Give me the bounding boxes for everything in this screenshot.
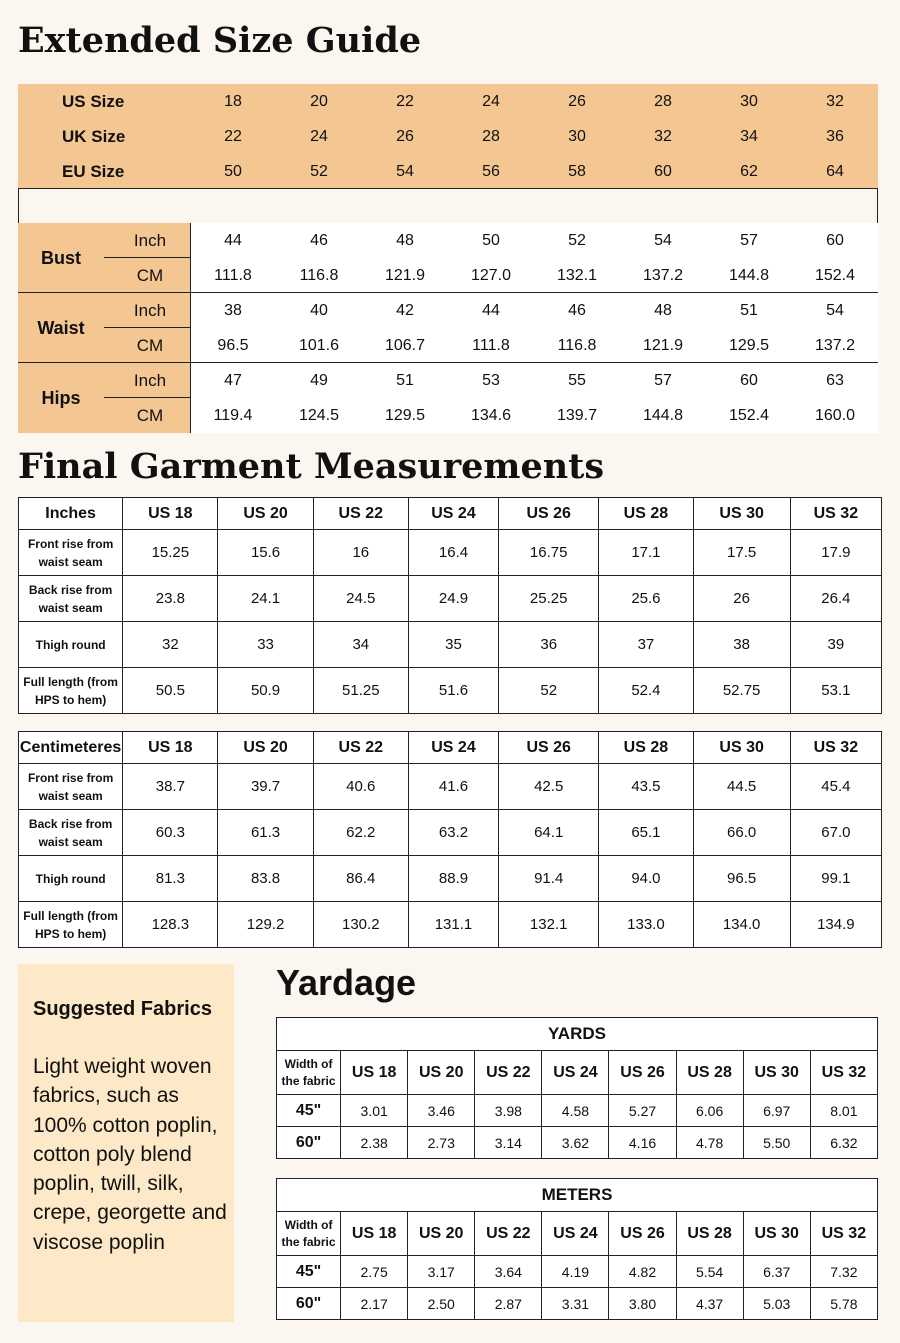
table-cell: 4.82 — [609, 1256, 676, 1288]
table-row — [19, 622, 882, 668]
size-cell: 36 — [826, 128, 844, 145]
table-cell: 38 — [693, 622, 790, 668]
garment-cm-table — [18, 731, 882, 948]
measurement-cell: 60 — [740, 372, 758, 389]
table-cell: 134.0 — [693, 902, 790, 948]
table-cell: 2.87 — [475, 1288, 542, 1320]
unit-divider — [104, 327, 190, 328]
table-cell: 60.3 — [123, 810, 218, 856]
measurement-cell: 116.8 — [557, 337, 597, 354]
size-cell: 24 — [310, 128, 328, 145]
table-row — [277, 1095, 878, 1127]
table-row — [19, 668, 882, 714]
table-cell: 3.31 — [542, 1288, 609, 1320]
column-header: US 28 — [676, 1212, 743, 1256]
table-cell: 4.58 — [542, 1095, 609, 1127]
column-header: US 22 — [475, 1051, 542, 1095]
suggested-fabrics-panel — [18, 964, 234, 1322]
table-cell: 39 — [790, 622, 881, 668]
column-header: US 32 — [810, 1051, 877, 1095]
table-header-row — [19, 498, 882, 530]
table-cell: 2.38 — [341, 1127, 408, 1159]
table-cell: 53.1 — [790, 668, 881, 714]
column-header: US 18 — [341, 1051, 408, 1095]
table-cell: 3.98 — [475, 1095, 542, 1127]
table-row — [19, 530, 882, 576]
column-header: Width of the fabric — [277, 1051, 341, 1095]
size-cell: 62 — [740, 163, 758, 180]
table-cell: 26 — [693, 576, 790, 622]
size-cell: 32 — [654, 128, 672, 145]
group-divider — [18, 362, 878, 363]
column-header: US 30 — [693, 498, 790, 530]
size-conversion-block — [18, 84, 878, 188]
row-label: Thigh round — [19, 856, 123, 902]
column-header: US 30 — [743, 1212, 810, 1256]
group-divider — [18, 292, 878, 293]
size-cell: 26 — [568, 93, 586, 110]
table-cell: 50.9 — [218, 668, 313, 714]
table-cell: 43.5 — [599, 764, 693, 810]
row-label: 45" — [277, 1256, 341, 1288]
table-cell: 26.4 — [790, 576, 881, 622]
measurement-cell: 116.8 — [299, 267, 339, 284]
measurement-cell: 47 — [224, 372, 242, 389]
column-header: US 24 — [408, 498, 498, 530]
fabrics-text: Light weight woven fabrics, such as 100% cotton poplin, cotton poly blend poplin, twill, silk, crepe, georgette and viscose poplin — [33, 1055, 227, 1254]
table-cell: 88.9 — [408, 856, 498, 902]
body-measurements-block — [18, 223, 878, 433]
table-cell: 25.25 — [499, 576, 599, 622]
table-cell: 6.06 — [676, 1095, 743, 1127]
table-cell: 3.62 — [542, 1127, 609, 1159]
table-cell: 8.01 — [810, 1095, 877, 1127]
column-header: Width of the fabric — [277, 1212, 341, 1256]
column-header: US 28 — [599, 498, 693, 530]
column-header: US 18 — [123, 498, 218, 530]
table-cell: 130.2 — [313, 902, 408, 948]
measurement-divider — [190, 223, 191, 433]
garment-title: Final Garment Measurements — [18, 446, 605, 487]
column-header: US 18 — [341, 1212, 408, 1256]
table-cell: 134.9 — [790, 902, 881, 948]
column-header: US 20 — [408, 1212, 475, 1256]
column-header: US 26 — [609, 1212, 676, 1256]
table-cell: 52.75 — [693, 668, 790, 714]
table-row — [277, 1288, 878, 1320]
table-cell: 34 — [313, 622, 408, 668]
table-cell: 51.25 — [313, 668, 408, 714]
size-cell: 28 — [654, 93, 672, 110]
column-header: US 32 — [790, 732, 881, 764]
table-cell: 2.75 — [341, 1256, 408, 1288]
measurement-cell: 129.5 — [728, 337, 770, 354]
row-label: Back rise from waist seam — [19, 810, 123, 856]
column-header: US 32 — [810, 1212, 877, 1256]
measurement-cell: 44 — [482, 302, 500, 319]
table-cell: 7.32 — [810, 1256, 877, 1288]
measurement-cell: 152.4 — [728, 407, 770, 424]
table-row — [19, 576, 882, 622]
measurement-cell: 49 — [310, 372, 328, 389]
size-row — [18, 84, 878, 119]
size-cell: 64 — [826, 163, 844, 180]
table-cell: 42.5 — [499, 764, 599, 810]
measurement-group-name: Hips — [41, 388, 81, 408]
table-cell: 3.80 — [609, 1288, 676, 1320]
measurement-cell: 60 — [826, 232, 844, 249]
table-cell: 25.6 — [599, 576, 693, 622]
table-row — [19, 902, 882, 948]
measurement-cell: 46 — [310, 232, 328, 249]
column-header: US 22 — [475, 1212, 542, 1256]
table-cell: 44.5 — [693, 764, 790, 810]
column-header: US 26 — [499, 498, 599, 530]
table-cell: 65.1 — [599, 810, 693, 856]
size-cell: 54 — [396, 163, 414, 180]
table-cell: 39.7 — [218, 764, 313, 810]
table-cell: 81.3 — [123, 856, 218, 902]
measurement-cell: 54 — [826, 302, 844, 319]
size-cell: 30 — [568, 128, 586, 145]
table-cell: 66.0 — [693, 810, 790, 856]
row-label: Back rise from waist seam — [19, 576, 123, 622]
table-cell: 86.4 — [313, 856, 408, 902]
measurement-cell: 121.9 — [384, 267, 426, 284]
column-header: US 24 — [542, 1051, 609, 1095]
table-row — [277, 1256, 878, 1288]
column-header: US 26 — [499, 732, 599, 764]
table-cell: 6.37 — [743, 1256, 810, 1288]
table-cell: 15.25 — [123, 530, 218, 576]
table-cell: 3.17 — [408, 1256, 475, 1288]
table-row — [277, 1127, 878, 1159]
measurement-group-name: Bust — [41, 248, 81, 268]
column-header: US 30 — [693, 732, 790, 764]
table-cell: 17.5 — [693, 530, 790, 576]
table-cell: 4.37 — [676, 1288, 743, 1320]
table-cell: 61.3 — [218, 810, 313, 856]
table-cell: 35 — [408, 622, 498, 668]
measurement-cell: 42 — [396, 302, 414, 319]
fabrics-heading: Suggested Fabrics — [33, 998, 212, 1020]
table-cell: 3.14 — [475, 1127, 542, 1159]
measurement-cell: 40 — [310, 302, 328, 319]
measurement-cell: 124.5 — [298, 407, 340, 424]
measurement-cell: 111.8 — [472, 337, 510, 354]
column-header: US 32 — [790, 498, 881, 530]
table-cell: 5.03 — [743, 1288, 810, 1320]
garment-inches-table — [18, 497, 882, 714]
table-cell: 83.8 — [218, 856, 313, 902]
measurement-cell: 127.0 — [470, 267, 512, 284]
row-label: Front rise from waist seam — [19, 530, 123, 576]
size-cell: 18 — [224, 93, 242, 110]
table-cell: 94.0 — [599, 856, 693, 902]
table-cell: 99.1 — [790, 856, 881, 902]
column-header: US 30 — [743, 1051, 810, 1095]
table-cell: 5.54 — [676, 1256, 743, 1288]
size-row-label: UK Size — [62, 127, 126, 146]
table-cell: 16 — [313, 530, 408, 576]
column-header: US 24 — [408, 732, 498, 764]
measurement-cell: 137.2 — [814, 337, 856, 354]
measurement-cell: 106.7 — [384, 337, 426, 354]
table-cell: 67.0 — [790, 810, 881, 856]
table-cell: 2.17 — [341, 1288, 408, 1320]
measurement-cell: 46 — [568, 302, 586, 319]
table-cell: 6.97 — [743, 1095, 810, 1127]
unit-label: Inch — [133, 301, 167, 320]
measurement-cell: 50 — [482, 232, 500, 249]
yardage-meters-table — [276, 1178, 878, 1320]
measurement-cell: 48 — [654, 302, 672, 319]
measurement-cell: 63 — [826, 372, 844, 389]
size-guide-title: Extended Size Guide — [18, 20, 422, 61]
measurement-cell: 44 — [224, 232, 242, 249]
size-cell: 50 — [224, 163, 242, 180]
unit-label: Inch — [133, 231, 167, 250]
table-cell: 24.5 — [313, 576, 408, 622]
unit-divider — [104, 397, 190, 398]
size-cell: 32 — [826, 93, 844, 110]
table-cell: 62.2 — [313, 810, 408, 856]
table-cell: 64.1 — [499, 810, 599, 856]
table-caption: METERS — [277, 1179, 878, 1212]
table-row — [19, 764, 882, 810]
table-cell: 38.7 — [123, 764, 218, 810]
unit-divider — [104, 257, 190, 258]
unit-label: CM — [136, 336, 164, 355]
measurement-cell: 132.1 — [556, 267, 598, 284]
table-cell: 40.6 — [313, 764, 408, 810]
table-cell: 3.64 — [475, 1256, 542, 1288]
table-cell: 5.50 — [743, 1127, 810, 1159]
measurement-cell: 51 — [396, 372, 414, 389]
table-cell: 4.19 — [542, 1256, 609, 1288]
size-cell: 30 — [740, 93, 758, 110]
measurement-cell: 101.6 — [298, 337, 340, 354]
size-guide-spacer — [18, 188, 878, 224]
size-row — [18, 119, 878, 154]
table-cell: 52.4 — [599, 668, 693, 714]
size-cell: 22 — [396, 93, 414, 110]
table-header-row — [277, 1212, 878, 1256]
table-cell: 45.4 — [790, 764, 881, 810]
row-label: 60" — [277, 1288, 341, 1320]
table-cell: 128.3 — [123, 902, 218, 948]
measurement-cell: 52 — [568, 232, 586, 249]
table-cell: 2.73 — [408, 1127, 475, 1159]
measurement-cell: 51 — [740, 302, 758, 319]
table-header-row — [277, 1051, 878, 1095]
unit-label: Inch — [133, 371, 167, 390]
measurement-cell: 96.5 — [217, 337, 249, 354]
size-cell: 56 — [482, 163, 500, 180]
size-cell: 58 — [568, 163, 586, 180]
table-cell: 133.0 — [599, 902, 693, 948]
measurement-cell: 137.2 — [642, 267, 684, 284]
table-cell: 52 — [499, 668, 599, 714]
column-header: US 20 — [408, 1051, 475, 1095]
table-cell: 33 — [218, 622, 313, 668]
column-header: US 20 — [218, 732, 313, 764]
unit-label: CM — [136, 266, 164, 285]
table-cell: 24.9 — [408, 576, 498, 622]
measurement-cell: 144.8 — [728, 267, 770, 284]
table-cell: 129.2 — [218, 902, 313, 948]
table-caption: YARDS — [277, 1018, 878, 1051]
size-cell: 20 — [310, 93, 328, 110]
row-label: 60" — [277, 1127, 341, 1159]
table-cell: 32 — [123, 622, 218, 668]
table-cell: 4.78 — [676, 1127, 743, 1159]
table-cell: 5.78 — [810, 1288, 877, 1320]
size-row-label: US Size — [62, 92, 125, 111]
row-label: Thigh round — [19, 622, 123, 668]
measurement-cell: 54 — [654, 232, 672, 249]
row-label: 45" — [277, 1095, 341, 1127]
column-header: US 22 — [313, 498, 408, 530]
measurement-cell: 57 — [654, 372, 672, 389]
table-row — [19, 856, 882, 902]
size-cell: 26 — [396, 128, 414, 145]
table-caption-row — [277, 1179, 878, 1212]
table-cell: 51.6 — [408, 668, 498, 714]
table-cell: 16.4 — [408, 530, 498, 576]
size-row-label: EU Size — [62, 162, 125, 181]
measurement-cell: 111.8 — [214, 267, 252, 284]
table-cell: 6.32 — [810, 1127, 877, 1159]
table-cell: 5.27 — [609, 1095, 676, 1127]
measurement-cell: 129.5 — [384, 407, 426, 424]
size-cell: 52 — [310, 163, 328, 180]
table-cell: 50.5 — [123, 668, 218, 714]
table-cell: 17.1 — [599, 530, 693, 576]
table-cell: 17.9 — [790, 530, 881, 576]
measurement-cell: 160.0 — [814, 407, 856, 424]
yardage-title: Yardage — [276, 962, 417, 1003]
row-label: Full length (from HPS to hem) — [19, 902, 123, 948]
size-cell: 24 — [482, 93, 500, 110]
measurement-cell: 152.4 — [814, 267, 856, 284]
measurement-cell: 48 — [396, 232, 414, 249]
table-cell: 41.6 — [408, 764, 498, 810]
table-cell: 16.75 — [499, 530, 599, 576]
size-cell: 60 — [654, 163, 672, 180]
measurement-cell: 38 — [224, 302, 242, 319]
size-cell: 28 — [482, 128, 500, 145]
table-cell: 91.4 — [499, 856, 599, 902]
table-cell: 23.8 — [123, 576, 218, 622]
column-header: US 18 — [123, 732, 218, 764]
column-header: US 24 — [542, 1212, 609, 1256]
yardage-yards-table — [276, 1017, 878, 1159]
measurement-cell: 119.4 — [213, 407, 253, 424]
measurement-cell: 121.9 — [642, 337, 684, 354]
measurement-cell: 134.6 — [470, 407, 512, 424]
row-label: Full length (from HPS to hem) — [19, 668, 123, 714]
column-header: Inches — [19, 498, 123, 530]
table-header-row — [19, 732, 882, 764]
measurement-cell: 144.8 — [642, 407, 684, 424]
table-row — [19, 810, 882, 856]
column-header: US 20 — [218, 498, 313, 530]
column-header: US 26 — [609, 1051, 676, 1095]
table-cell: 15.6 — [218, 530, 313, 576]
measurement-cell: 57 — [740, 232, 758, 249]
table-cell: 132.1 — [499, 902, 599, 948]
size-row — [18, 154, 878, 189]
column-header: US 28 — [599, 732, 693, 764]
measurement-cell: 53 — [482, 372, 500, 389]
measurement-group-name: Waist — [37, 318, 85, 338]
column-header: US 22 — [313, 732, 408, 764]
row-label: Front rise from waist seam — [19, 764, 123, 810]
table-caption-row — [277, 1018, 878, 1051]
table-cell: 96.5 — [693, 856, 790, 902]
table-cell: 3.46 — [408, 1095, 475, 1127]
column-header: Centimeteres — [19, 732, 123, 764]
size-cell: 22 — [224, 128, 242, 145]
table-cell: 2.50 — [408, 1288, 475, 1320]
size-cell: 34 — [740, 128, 758, 145]
table-cell: 37 — [599, 622, 693, 668]
table-cell: 63.2 — [408, 810, 498, 856]
table-cell: 4.16 — [609, 1127, 676, 1159]
measurement-cell: 55 — [568, 372, 586, 389]
table-cell: 36 — [499, 622, 599, 668]
table-cell: 3.01 — [341, 1095, 408, 1127]
table-cell: 24.1 — [218, 576, 313, 622]
measurement-cell: 139.7 — [556, 407, 598, 424]
column-header: US 28 — [676, 1051, 743, 1095]
unit-label: CM — [136, 406, 164, 425]
table-cell: 131.1 — [408, 902, 498, 948]
